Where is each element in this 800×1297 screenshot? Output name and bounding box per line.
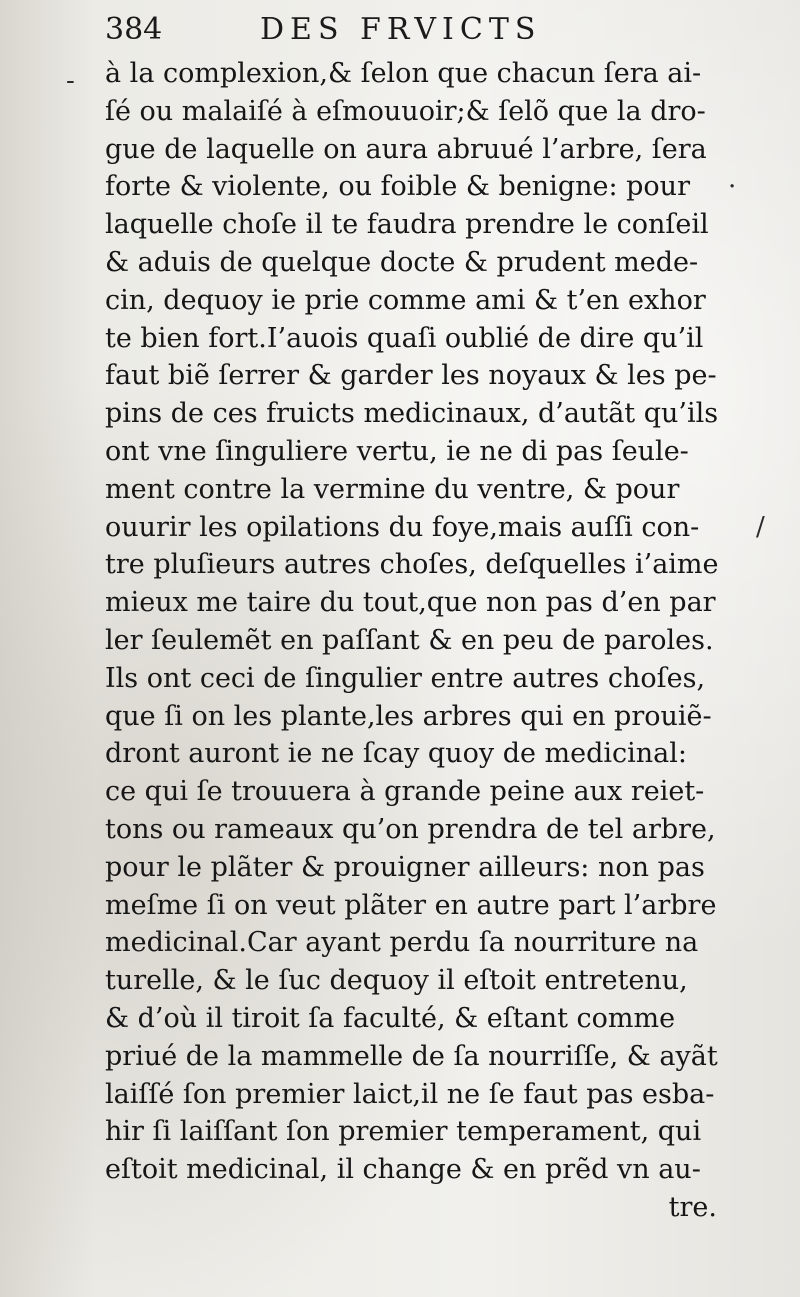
text-line: ſé ou malaiſé à eſmouuoir;& ſelõ que la dro- xyxy=(105,95,706,127)
text-line: cin, dequoy ie prie comme ami & t’en exhor xyxy=(105,284,706,316)
text-line: turelle, & le ſuc dequoy il eſtoit entretenu, xyxy=(105,965,688,997)
text-line: priué de la mammelle de ſa nourriſſe, & ayãt xyxy=(105,1040,718,1072)
text-line: tre pluſieurs autres choſes, deſquelles i’aime xyxy=(105,549,719,581)
text-line: hir ſi laiſſant ſon premier temperament, qui xyxy=(105,1116,702,1148)
text-line: meſme ſi on veut plãter en autre part l’arbre xyxy=(105,889,717,921)
text-line: & aduis de quelque docte & prudent mede- xyxy=(105,246,699,278)
text-line: laiſſé ſon premier laict,il ne ſe faut pas esba- xyxy=(105,1078,715,1110)
text-line: & d’où il tiroit ſa faculté, & eſtant comme xyxy=(105,1002,676,1034)
text-line: que ſi on les plante,les arbres qui en prouiẽ- xyxy=(105,700,712,732)
body-text xyxy=(105,55,735,1227)
margin-dash-mark: - xyxy=(66,66,75,96)
page-header xyxy=(105,8,705,52)
text-line: laquelle choſe il te faudra prendre le conſeil xyxy=(105,209,709,241)
text-line: dront auront ie ne ſcay quoy de medicinal: xyxy=(105,738,688,770)
text-line: eſtoit medicinal, il change & en prẽd vn au- xyxy=(105,1154,701,1186)
text-line: ment contre la vermine du ventre, & pour xyxy=(105,473,680,505)
text-line: medicinal.Car ayant perdu ſa nourriture na xyxy=(105,927,699,959)
text-line: ler ſeulemẽt en paſſant & en peu de paroles. xyxy=(105,624,714,656)
text-line: ce qui ſe trouuera à grande peine aux reiet- xyxy=(105,776,705,808)
text-line: ont vne ſinguliere vertu, ie ne di pas ſeule- xyxy=(105,435,689,467)
page-number: 384 xyxy=(105,12,163,47)
text-line: faut biẽ ſerrer & garder les noyaux & les pe- xyxy=(105,360,717,392)
text-line: tons ou rameaux qu’on prendra de tel arbre, xyxy=(105,813,716,845)
text-line: te bien fort.I’auois quaſi oublié de dire qu’il xyxy=(105,322,704,354)
text-line-catchword: tre. xyxy=(668,1191,717,1223)
text-line: forte & violente, ou foible & benigne: pour xyxy=(105,171,690,203)
margin-dot-mark: · xyxy=(728,172,737,202)
running-head: DES FRVICTS xyxy=(260,12,542,47)
text-line: Ils ont ceci de ſingulier entre autres choſes, xyxy=(105,662,706,694)
text-line: à la complexion,& ſelon que chacun ſera ai- xyxy=(105,58,702,89)
text-line: pour le plãter & prouigner ailleurs: non pas xyxy=(105,851,705,883)
text-line: pins de ces fruicts medicinaux, d’autãt qu’ils xyxy=(105,398,719,430)
text-line: mieux me taire du tout,que non pas d’en par xyxy=(105,587,716,619)
margin-slash-mark: / xyxy=(756,512,765,542)
text-line: ouurir les opilations du foye,mais auſſi con- xyxy=(105,511,700,543)
text-line: gue de laquelle on aura abruué l’arbre, ſera xyxy=(105,133,707,165)
